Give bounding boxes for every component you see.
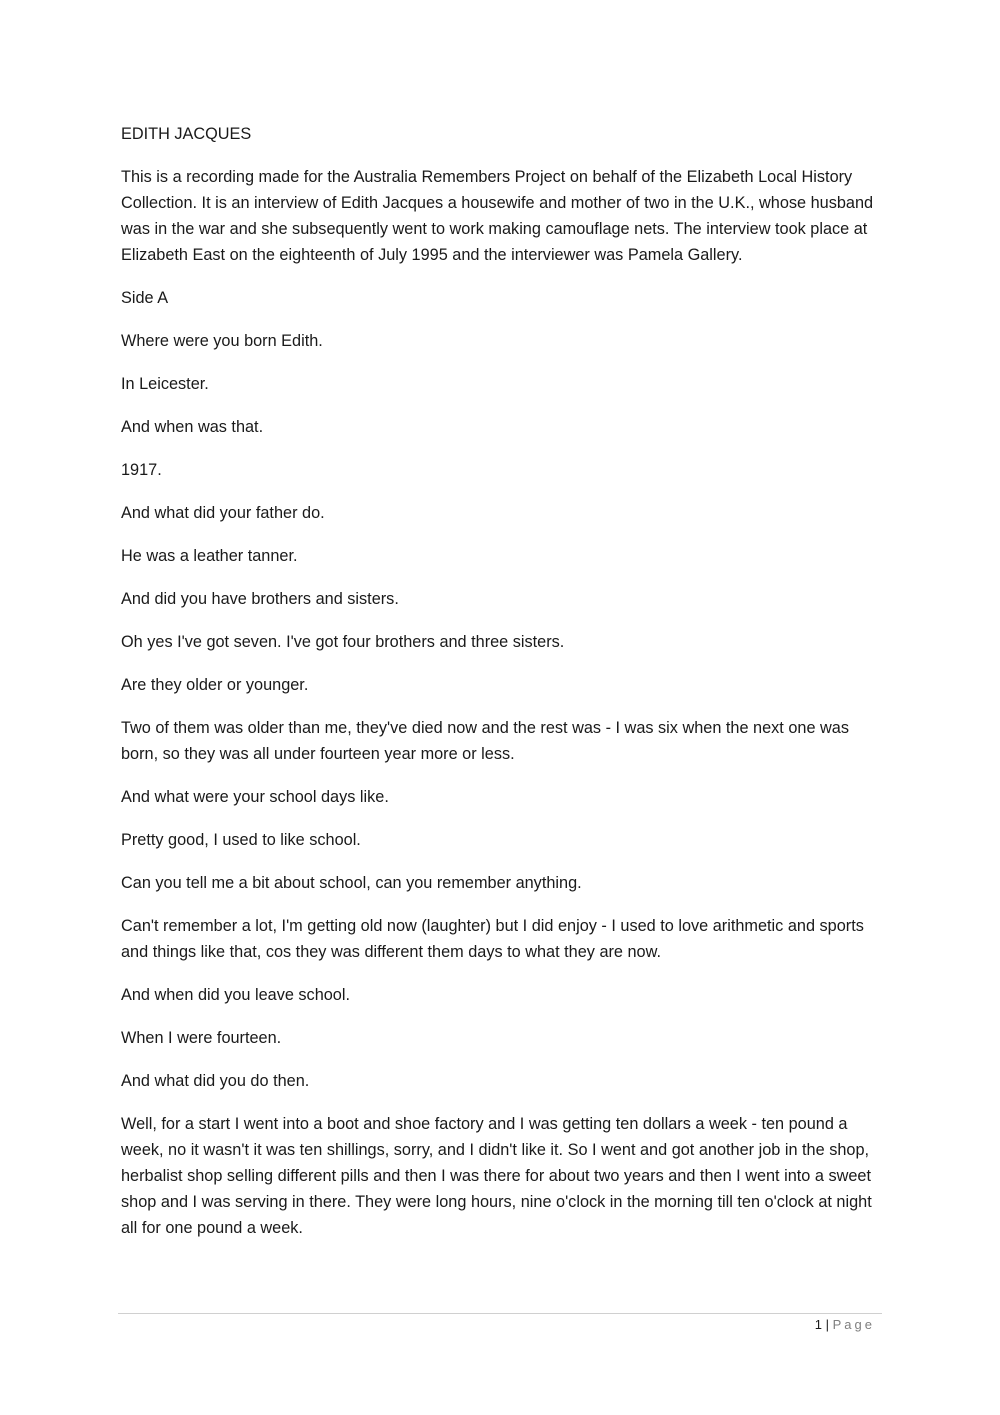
intro-paragraph: This is a recording made for the Australia Remembers Project on behalf of the Elizabeth Local History Collection. It is an interview of Edith Jacques a housewife and mother of two in the U.K., whose husband was in the war and she subsequently went to work making camouflage nets. The interview took place at Elizabeth East on the eighteenth of July 1995 and the interviewer was Pamela Gallery. xyxy=(121,168,874,264)
question-paragraph: And what did your father do. xyxy=(121,504,325,522)
question-paragraph: Can you tell me a bit about school, can you remember anything. xyxy=(121,874,582,892)
page-label: Page xyxy=(832,1317,875,1332)
document-body xyxy=(121,121,883,1258)
answer-paragraph: He was a leather tanner. xyxy=(121,547,298,565)
footer-divider xyxy=(118,1313,882,1314)
answer-paragraph: Pretty good, I used to like school. xyxy=(121,831,361,849)
side-label: Side A xyxy=(121,289,169,307)
answer-paragraph: Can't remember a lot, I'm getting old now (laughter) but I did enjoy - I used to love arithmetic and sports and things like that, cos they was different them days to what they are now. xyxy=(121,917,864,961)
question-paragraph: Are they older or younger. xyxy=(121,676,309,694)
answer-paragraph: When I were fourteen. xyxy=(121,1029,282,1047)
page-number: 1 xyxy=(814,1317,822,1332)
question-paragraph: And what were your school days like. xyxy=(121,788,389,806)
footer-separator: | xyxy=(825,1317,829,1332)
question-paragraph: And when did you leave school. xyxy=(121,986,350,1004)
question-paragraph: And when was that. xyxy=(121,418,264,436)
document-title: EDITH JACQUES xyxy=(121,125,252,143)
answer-paragraph: Oh yes I've got seven. I've got four brothers and three sisters. xyxy=(121,633,565,651)
question-paragraph: Where were you born Edith. xyxy=(121,332,323,350)
answer-paragraph: Two of them was older than me, they've died now and the rest was - I was six when the next one was born, so they was all under fourteen year more or less. xyxy=(121,719,849,763)
question-paragraph: And did you have brothers and sisters. xyxy=(121,590,399,608)
page-footer xyxy=(815,1316,875,1334)
question-paragraph: And what did you do then. xyxy=(121,1072,310,1090)
answer-paragraph: In Leicester. xyxy=(121,375,209,393)
answer-paragraph: 1917. xyxy=(121,461,162,479)
answer-paragraph: Well, for a start I went into a boot and shoe factory and I was getting ten dollars a week - ten pound a week, no it wasn't it was ten shillings, sorry, and I didn't like it. So I went and got another job in the shop, herbalist shop selling different pills and then I was there for about two years and then I went into a sweet shop and I was serving in there. They were long hours, nine o'clock in the morning till ten o'clock at night all for one pound a week. xyxy=(121,1115,872,1237)
